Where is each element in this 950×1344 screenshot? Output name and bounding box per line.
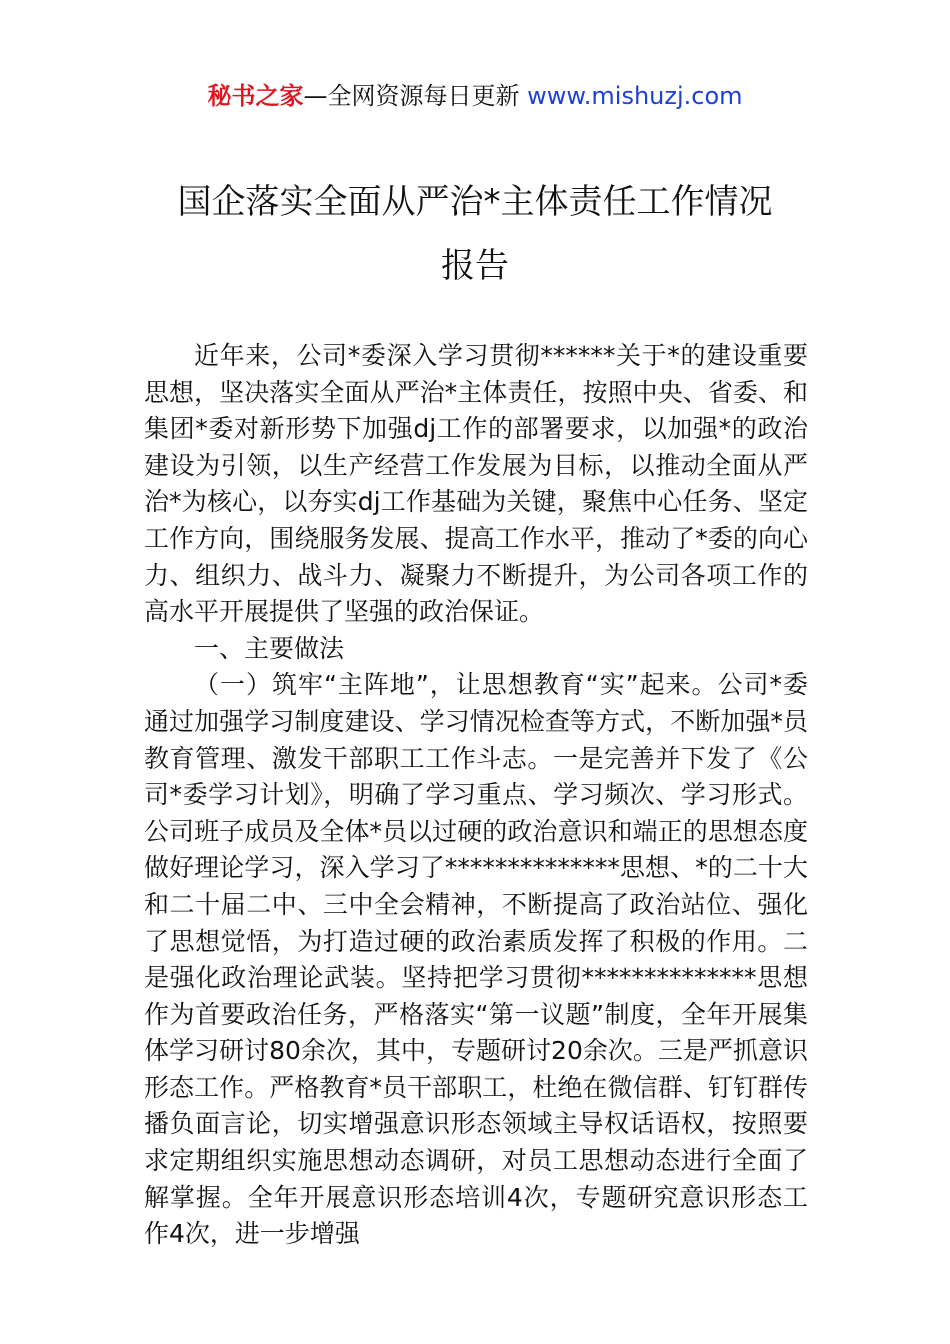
body-paragraph: （一）筑牢“主阵地”，让思想教育“实”起来。公司*委通过加强学习制度建设、学习情况检查等方式，不断加强*员教育管理、激发干部职工工作斗志。一是完善并下发了《公司*委学习计划》，明确了学习重点、学习频次、学习形式。公司班子成员及全体*员以过硬的政治意识和端正的思想态度做好理论学习，深入学习了**************思想、*的二十大和二十届二中、三中全会精神，不断提高了政治站位、强化了思想觉悟，为打造过硬的政治素质发挥了积极的作用。二是强化政治理论武装。坚持把学习贯彻**************思想作为首要政治任务，严格落实“第一议题”制度，全年开展集体学习研讨80余次，其中，专题研讨20余次。三是严抓意识形态工作。严格教育*员干部职工，杜绝在微信群、钉钉群传播负面言论，切实增强意识形态领域主导权话语权，按照要求定期组织实施思想动态调研，对员工思想动态进行全面了解掌握。全年开展意识形态培训4次，专题研究意识形态工作4次，进一步增强 bbox=[144, 670, 808, 1249]
site-url[interactable]: www.mishuzj.com bbox=[527, 82, 743, 110]
document-body bbox=[144, 338, 808, 1253]
title-line-1: 国企落实全面从严治*主体责任工作情况 bbox=[177, 182, 773, 222]
intro-paragraph: 近年来，公司*委深入学习贯彻******关于*的建设重要思想，坚决落实全面从严治*主体责任，按照中央、省委、和集团*委对新形势下加强dj工作的部署要求，以加强*的政治建设为引领，以生产经营工作发展为目标，以推动全面从严治*为核心，以夯实dj工作基础为关键，聚焦中心任务、坚定工作方向，围绕服务发展、提高工作水平，推动了*委的向心力、组织力、战斗力、凝聚力不断提升，为公司各项工作的高水平开展提供了坚强的政治保证。 bbox=[144, 341, 808, 627]
document-title bbox=[0, 170, 950, 298]
site-tagline: —全网资源每日更新 bbox=[303, 82, 520, 110]
title-line-2: 报告 bbox=[441, 246, 509, 286]
site-header bbox=[0, 78, 950, 114]
site-brand: 秘书之家 bbox=[207, 82, 304, 110]
section-heading: 一、主要做法 bbox=[194, 633, 345, 663]
